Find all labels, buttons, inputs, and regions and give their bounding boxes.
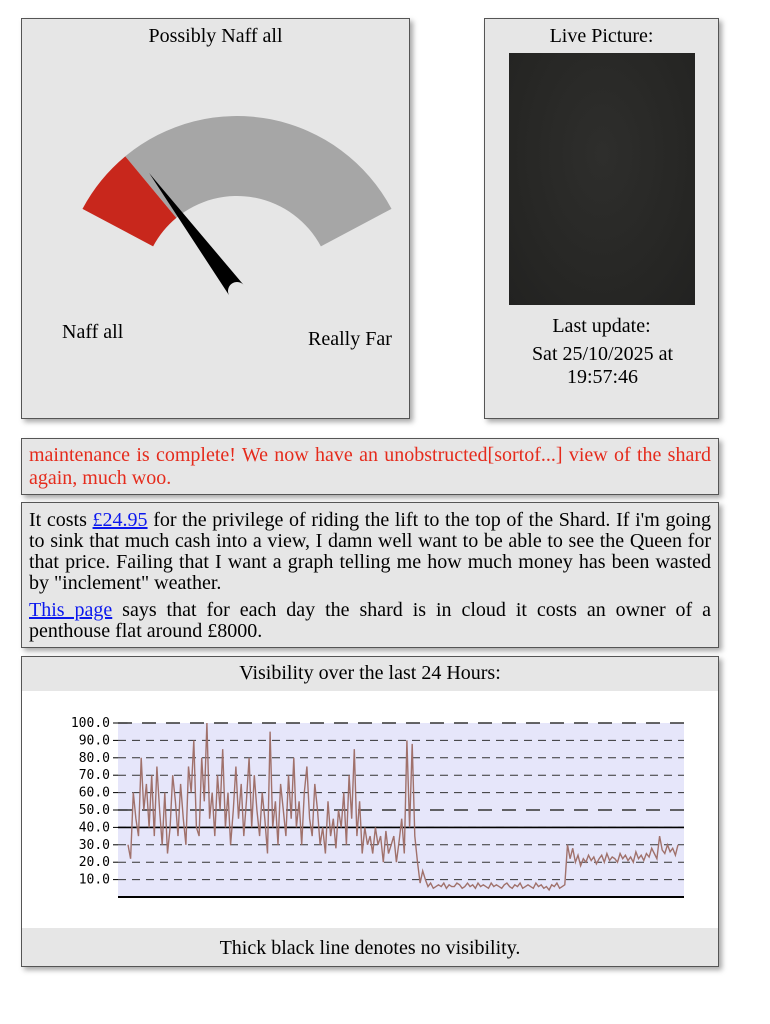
visibility-gauge [22, 19, 409, 418]
visibility-graph-panel [21, 656, 719, 967]
graph-footer-note: Thick black line denotes no visibility. [22, 928, 718, 966]
visibility-gauge-panel [21, 18, 410, 419]
gauge-min-label: Naff all [62, 321, 124, 343]
y-tick-label: 10.0 [78, 872, 110, 888]
y-tick-label: 80.0 [78, 750, 110, 766]
y-axis-ticks [71, 716, 118, 888]
y-tick-label: 100.0 [70, 716, 110, 731]
y-tick-label: 50.0 [78, 803, 110, 818]
maintenance-notice-panel [21, 438, 719, 495]
live-picture-panel [484, 18, 719, 419]
info-paragraph-penthouse [29, 600, 711, 642]
last-update-label: Last update: [552, 315, 651, 337]
gauge-max-label: Really Far [308, 328, 392, 350]
info-panel [21, 502, 719, 648]
visibility-line-chart [22, 691, 718, 928]
last-update-timestamp: Sat 25/10/2025 at 19:57:46 [531, 343, 674, 388]
this-page-link[interactable]: This page [29, 599, 113, 621]
live-camera-image[interactable] [509, 53, 695, 305]
top-cut-off-heading [0, 0, 770, 4]
info-p1-prefix: It costs [29, 509, 93, 531]
info-paragraph-cost [29, 510, 711, 594]
maintenance-notice-text: maintenance is complete! We now have an unobstructed[sortof...] view of the shard again, much woo. [29, 444, 711, 489]
live-picture-title: Live Picture: [549, 25, 654, 47]
ticket-price-link[interactable]: £24.95 [92, 509, 148, 531]
graph-title: Visibility over the last 24 Hours: [22, 657, 718, 691]
info-p2-body: says that for each day the shard is in cloud it costs an owner of a penthouse flat around £8000. [29, 599, 712, 642]
info-p1-body: for the privilege of riding the lift to the top of the Shard. If i'm going to sink that much cash into a view, I damn well want to be able to see the Queen for that price. Failing that I want a graph telling me how much money has been wasted by "inclement" weather. [29, 509, 712, 594]
y-tick-label: 20.0 [78, 855, 110, 871]
y-tick-label: 30.0 [78, 837, 110, 853]
gauge-title: Possibly Naff all [148, 25, 283, 47]
y-tick-label: 90.0 [78, 733, 110, 749]
y-tick-label: 40.0 [78, 820, 110, 836]
y-tick-label: 70.0 [78, 768, 110, 784]
y-tick-label: 60.0 [78, 785, 110, 801]
